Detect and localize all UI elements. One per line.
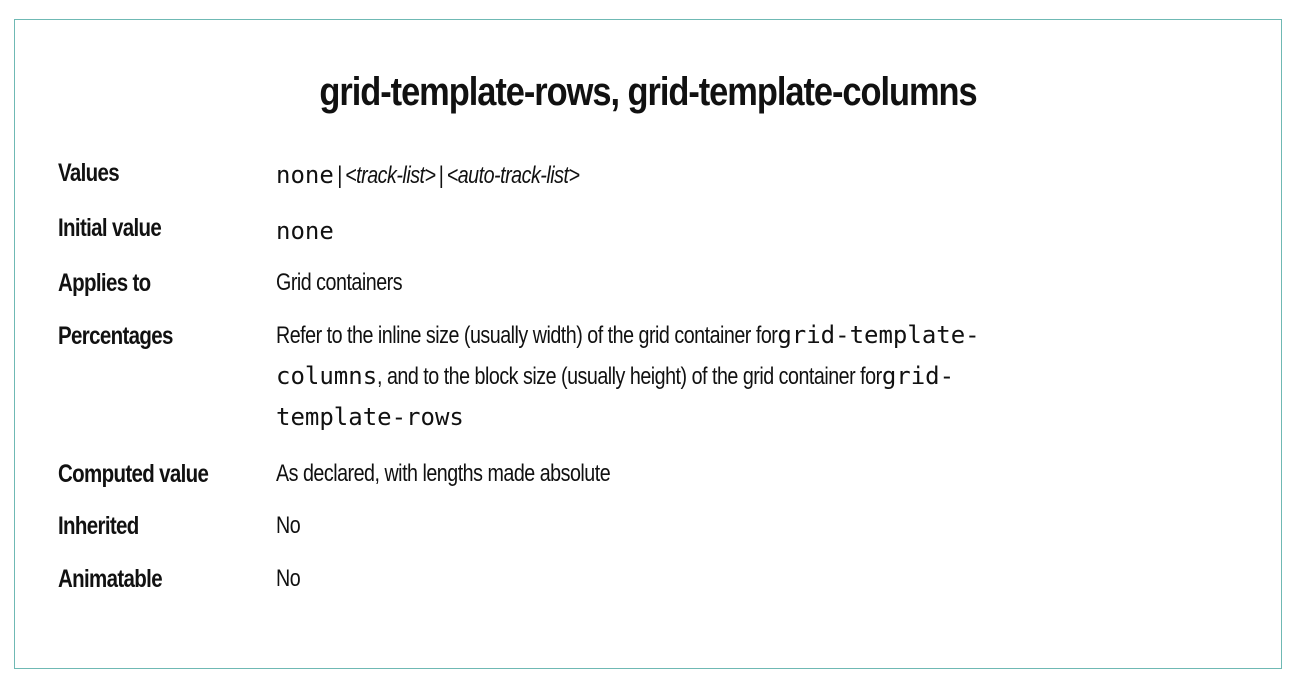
applies-to-text: Grid containers xyxy=(276,269,403,296)
value-separator: | xyxy=(337,162,342,189)
values-label: Values xyxy=(58,159,120,187)
inherited-text: No xyxy=(276,512,301,539)
applies-to-value xyxy=(276,262,1256,303)
percentages-text-1: Refer to the inline size (usually width) of the grid container for xyxy=(276,322,778,349)
percentages-code-1a: grid-template- xyxy=(777,321,980,349)
percentages-value xyxy=(276,315,1256,438)
computed-value-text: As declared, with lengths made absolute xyxy=(276,460,611,487)
percentages-label: Percentages xyxy=(58,322,173,350)
inherited-value xyxy=(276,505,1256,546)
initial-value-value xyxy=(276,211,1256,252)
percentages-code-2b: template-rows xyxy=(276,403,464,431)
value-auto-track-list: <auto-track-list> xyxy=(446,162,580,189)
values-value xyxy=(276,155,1256,196)
percentages-code-1b: columns xyxy=(276,362,378,390)
computed-value-label: Computed value xyxy=(58,460,209,488)
percentages-code-2a: grid- xyxy=(881,362,955,390)
animatable-label: Animatable xyxy=(58,565,162,593)
percentages-text-2: , and to the block size (usually height) of the grid container for xyxy=(377,363,882,390)
value-track-list: <track-list> xyxy=(344,162,436,189)
value-separator: | xyxy=(438,162,444,189)
computed-value-value xyxy=(276,453,1256,494)
initial-value-label: Initial value xyxy=(58,214,162,242)
property-title: grid-template-rows, grid-template-columns xyxy=(319,70,977,114)
applies-to-label: Applies to xyxy=(58,269,151,297)
animatable-value xyxy=(276,558,1256,599)
property-card xyxy=(14,19,1282,669)
initial-value-code: none xyxy=(276,217,334,245)
value-none: none xyxy=(276,161,334,189)
inherited-label: Inherited xyxy=(58,512,139,540)
animatable-text: No xyxy=(276,565,301,592)
